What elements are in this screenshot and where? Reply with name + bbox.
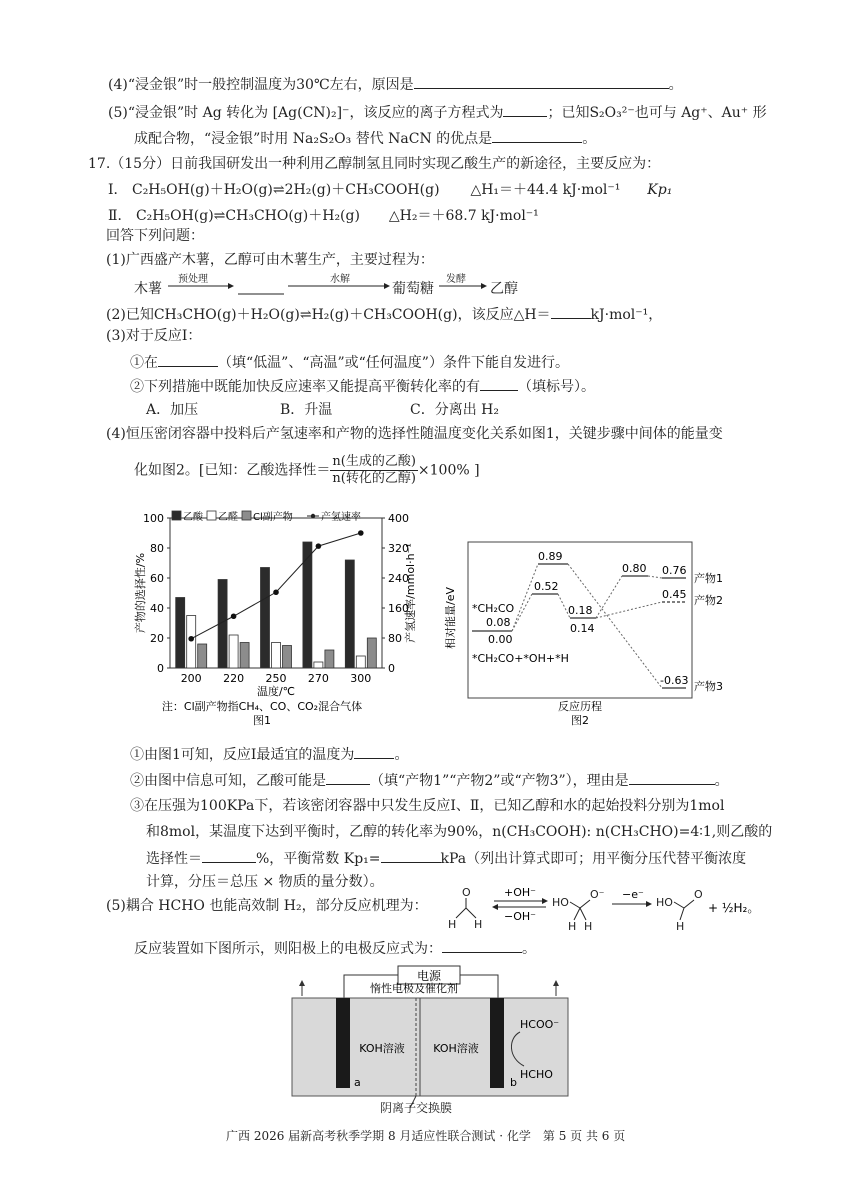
fig1-h2-rate-point xyxy=(188,636,194,642)
part5-question xyxy=(134,938,536,959)
fig1-ytick-right-label: 160 xyxy=(388,602,409,615)
fig1-xtick-label: 300 xyxy=(350,672,372,685)
fig1-ytick-label: 40 xyxy=(150,602,164,615)
fig1-ytick-label: 100 xyxy=(143,512,164,525)
q4-part3-line4: 计算，分压＝总压 × 物质的量分数）。 xyxy=(146,874,384,890)
fig2-ylabel: 相对能量/eV xyxy=(444,587,457,649)
flow-label-hydrolysis: 水解 xyxy=(330,274,350,285)
fig1-h2-rate-line xyxy=(191,533,361,639)
svg-text:H: H xyxy=(676,920,685,933)
q4-part1 xyxy=(130,744,408,765)
answer-blank[interactable] xyxy=(442,938,522,953)
answer-blank[interactable] xyxy=(326,770,370,785)
rxn1-enthalpy: △H₁＝＋44.4 kJ·mol⁻¹ xyxy=(470,182,621,198)
answer-blank[interactable] xyxy=(414,74,669,89)
fig1-bar xyxy=(176,598,185,669)
electrode-label: 惰性电极及催化剂 xyxy=(370,982,458,995)
flow-ethanol: 乙醇 xyxy=(490,281,518,297)
fig2-level-0-14: 0.14 xyxy=(570,622,595,635)
q5-prior-text1b: ；已知S₂O₃²⁻也可与 Ag⁺、Au⁺ 形 xyxy=(547,105,767,121)
fig2-xlabel: 反应历程 xyxy=(558,700,602,713)
fig2-level-0-76: 0.76 xyxy=(662,564,687,577)
fig2-level-0-08: 0.08 xyxy=(486,616,511,629)
fig1-xtick-label: 270 xyxy=(307,672,329,685)
part3-1-hint: （填“低温”、“高温”或“任何温度”）条件下能自发进行。 xyxy=(218,355,569,371)
answer-blank[interactable] xyxy=(629,770,715,785)
fig2-product-3: 产物3 xyxy=(694,680,723,693)
fig1-bar xyxy=(261,568,270,669)
rxn2-enthalpy: △H₂＝＋68.7 kJ·mol⁻¹ xyxy=(388,208,539,224)
question-17-head: 17.（15分）日前我国研发出一种利用乙醇制氢且同时实现乙酸生产的新途径，主要反应为： xyxy=(88,156,661,172)
figure-2-energy xyxy=(440,538,723,728)
fig2-level-0-18: 0.18 xyxy=(568,604,593,617)
fig1-bar xyxy=(314,662,323,668)
svg-text:H: H xyxy=(448,918,457,931)
fig1-ytick-label: 0 xyxy=(157,662,164,675)
part3-1-text: ①在 xyxy=(130,355,158,371)
answer-prompt: 回答下列问题： xyxy=(106,228,204,244)
part3: (3)对于反应Ⅰ： xyxy=(106,328,202,344)
q5-prior-text2: 成配合物，“浸金银”时用 Na₂S₂O₃ 替代 NaCN 的优点是 xyxy=(134,131,493,147)
fig1-bar xyxy=(198,644,207,668)
fig1-h2-rate-point xyxy=(273,589,279,595)
fig1-legend-label: Cl副产物 xyxy=(253,512,293,523)
q4-part2-end: 。 xyxy=(714,773,729,789)
fig1-bar xyxy=(356,656,365,668)
part4-formula xyxy=(134,454,480,487)
q4-part1-end: 。 xyxy=(394,747,409,763)
hcoo-label: HCOO⁻ xyxy=(520,1018,560,1031)
fig1-legend-swatch xyxy=(172,511,181,520)
fig1-ytick-right-label: 80 xyxy=(388,632,402,645)
rxn1-kp: Kp₁ xyxy=(647,182,673,198)
fig1-h2-rate-point xyxy=(316,543,322,549)
selectivity-fraction xyxy=(330,454,418,487)
mech-minus-e: −e⁻ xyxy=(622,888,644,901)
fig1-bar xyxy=(272,643,281,669)
fig1-legend-swatch xyxy=(207,511,216,520)
fig1-xtick-label: 250 xyxy=(265,672,287,685)
option-c: C．分离出 H₂ xyxy=(410,402,499,418)
q4-part3-unit: kPa（列出计算式即可；用平衡分压代替平衡浓度 xyxy=(440,851,747,867)
fig1-bar xyxy=(229,635,238,668)
svg-text:O⁻: O⁻ xyxy=(590,888,605,901)
right-solution: KOH溶液 xyxy=(433,1042,479,1055)
fig1-ytick-right-label: 240 xyxy=(388,572,409,585)
fig1-bar xyxy=(187,616,196,669)
part3-2-hint: （填标号）。 xyxy=(518,379,595,395)
answer-blank[interactable] xyxy=(354,744,394,759)
rxn1-label: Ⅰ． xyxy=(108,182,128,198)
fig1-xtick-label: 220 xyxy=(223,672,245,685)
q4-part3-line2: 和8mol，某温度下达到平衡时，乙醇的转化率为90%，n(CH₃COOH): n(CH₃CHO)=4∶1,则乙酸的 xyxy=(146,824,773,840)
part2-text: (2)已知CH₃CHO(g)＋H₂O(g)⇌H₂(g)＋CH₃COOH(g)，该反应△H＝ xyxy=(106,307,551,323)
fig1-h2-rate-point xyxy=(231,613,237,619)
fig2-start-label1: *CH₂CO xyxy=(472,602,515,615)
q4-part3-line3 xyxy=(146,848,746,869)
fig1-legend-label: 乙酸 xyxy=(183,512,203,523)
fig1-caption: 图1 xyxy=(253,714,271,727)
fig2-start-label2: *CH₂CO+*OH+*H xyxy=(472,652,569,665)
fig1-ytick-right-label: 320 xyxy=(388,542,409,555)
fig1-bar xyxy=(240,643,249,669)
left-solution: KOH溶液 xyxy=(359,1042,405,1055)
fig2-caption: 图2 xyxy=(571,714,589,727)
q4-part3-line1: ③在压强为100KPa下，若该密闭容器中只发生反应Ⅰ、Ⅱ，已知乙醇和水的起始投料分别为1mol xyxy=(130,798,725,814)
fig2-level-0-52: 0.52 xyxy=(534,580,559,593)
q4-part3-kp: %，平衡常数 Kp₁= xyxy=(256,851,381,867)
mechanism-scheme xyxy=(440,882,760,933)
electrode-b xyxy=(490,998,504,1088)
answer-blank[interactable] xyxy=(202,848,256,863)
svg-text:HO: HO xyxy=(656,896,673,909)
fig1-h2-rate-point xyxy=(358,530,364,536)
mech-plus-oh: +OH⁻ xyxy=(504,886,536,899)
answer-blank[interactable] xyxy=(551,304,591,319)
reaction-1 xyxy=(108,180,672,200)
mech-h2: + ½H₂。 xyxy=(708,901,760,915)
fig2-product-1: 产物1 xyxy=(694,572,723,585)
electrode-b-label: b xyxy=(510,1076,517,1089)
q4-prior-line: (4)“浸金银”时一般控制温度为30℃左右，原因是 。 xyxy=(108,74,683,95)
svg-text:O: O xyxy=(694,888,703,901)
fig2-level-0-80: 0.80 xyxy=(622,562,647,575)
cell-tank xyxy=(292,998,568,1096)
fig1-ytick-right-label: 0 xyxy=(388,662,395,675)
page-footer: 广西 2026 届新高考秋季学期 8 月适应性联合测试 · 化学 第 5 页 共 6 页 xyxy=(226,1129,626,1143)
selectivity-text: 化如图2。[已知：乙酸选择性＝ xyxy=(134,462,331,479)
q4-part2-text: ②由图中信息可知，乙酸可能是 xyxy=(130,773,326,789)
fig2-level-0-00: 0.00 xyxy=(488,633,513,646)
electrode-a-label: a xyxy=(354,1076,361,1089)
q5-prior-line2: 成配合物，“浸金银”时用 Na₂S₂O₃ 替代 NaCN 的优点是 。 xyxy=(134,128,596,149)
flow-label-ferment: 发酵 xyxy=(446,274,466,285)
fig1-ylabel-right: 产氢速率/mmol·h⁻¹ xyxy=(404,543,417,643)
fig1-bar xyxy=(283,646,292,669)
reaction-2 xyxy=(108,206,539,226)
q4-part1-text: ①由图1可知，反应Ⅰ最适宜的温度为 xyxy=(130,747,355,763)
answer-blank[interactable] xyxy=(492,128,582,143)
process-flow xyxy=(134,272,554,300)
fig1-ytick-label: 80 xyxy=(150,542,164,555)
flow-label-pretreat: 预处理 xyxy=(178,274,208,285)
part5-end: 。 xyxy=(522,941,536,957)
svg-text:H: H xyxy=(584,920,593,933)
fig1-xtick-label: 200 xyxy=(180,672,202,685)
fig2-level-0-45: 0.45 xyxy=(662,588,687,601)
fig1-ytick-label: 20 xyxy=(150,632,164,645)
flow-cassava: 木薯 xyxy=(134,281,162,297)
selectivity-tail: ×100% ] xyxy=(417,462,480,479)
fig2-level-neg-0-63: -0.63 xyxy=(660,674,689,687)
part3-1 xyxy=(130,352,569,373)
mech-minus-oh: −OH⁻ xyxy=(504,910,536,923)
part2-unit: kJ·mol⁻¹， xyxy=(590,307,663,323)
figure-1-chart xyxy=(130,508,430,728)
fig1-legend-swatch xyxy=(242,511,251,520)
q4-part2-hint: （填“产物1”“产物2”或“产物3”），理由是 xyxy=(370,773,629,789)
answer-blank[interactable] xyxy=(381,848,441,863)
fig1-bar xyxy=(367,638,376,668)
fig1-legend-label: 产氢速率 xyxy=(321,512,361,523)
power-label: 电源 xyxy=(416,969,442,983)
fig1-bar xyxy=(325,650,334,668)
answer-blank[interactable] xyxy=(480,376,518,391)
svg-text:H: H xyxy=(568,920,577,933)
part5: (5)耦合 HCHO 也能高效制 H₂，部分反应机理为： xyxy=(106,898,428,914)
flow-glucose: 葡萄糖 xyxy=(392,281,434,297)
svg-text:O: O xyxy=(462,886,471,899)
electrolysis-cell xyxy=(288,966,578,1116)
fraction-denominator: n(转化的乙醇) xyxy=(332,471,416,486)
fig1-note: 注：Cl副产物指CH₄、CO、CO₂混合气体 xyxy=(161,700,363,713)
part1: (1)广西盛产木薯，乙醇可由木薯生产，主要过程为： xyxy=(106,252,434,268)
q4-part2 xyxy=(130,770,729,791)
membrane-label: 阴离子交换膜 xyxy=(380,1101,453,1115)
option-a: A．加压 xyxy=(146,402,199,418)
rxn1-equation: C₂H₅OH(g)＋H₂O(g)⇌2H₂(g)＋CH₃COOH(g) xyxy=(131,182,440,198)
fig2-product-2: 产物2 xyxy=(694,594,723,607)
hcho-label: HCHO xyxy=(520,1068,553,1081)
q5-prior-line1 xyxy=(108,102,767,123)
electrode-a xyxy=(336,998,350,1088)
option-b: B．升温 xyxy=(280,402,333,418)
fig1-ytick-label: 60 xyxy=(150,572,164,585)
part2 xyxy=(106,304,662,325)
q4-part3-sel: 选择性＝ xyxy=(146,851,202,867)
svg-text:HO: HO xyxy=(552,896,569,909)
answer-blank[interactable] xyxy=(503,102,547,117)
q4-prior-text: (4)“浸金银”时一般控制温度为30℃左右，原因是 xyxy=(108,77,414,93)
fig1-legend-marker xyxy=(311,514,315,518)
fig1-ylabel: 产物的选择性/% xyxy=(134,552,147,634)
fig1-xlabel: 温度/℃ xyxy=(256,685,296,698)
fig1-ytick-right-label: 400 xyxy=(388,512,409,525)
fraction-numerator: n(生成的乙酸) xyxy=(332,454,416,469)
fig2-level-0-89: 0.89 xyxy=(538,550,563,563)
part3-2 xyxy=(130,376,595,397)
fig1-legend-label: 乙醛 xyxy=(218,512,238,523)
fig1-bar xyxy=(345,560,354,668)
svg-text:H: H xyxy=(474,918,483,931)
q5-prior-text1: (5)“浸金银”时 Ag 转化为 [Ag(CN)₂]⁻，该反应的离子方程式为 xyxy=(108,105,504,121)
part5-text: 反应装置如下图所示，则阳极上的电极反应式为： xyxy=(134,941,442,957)
answer-blank[interactable] xyxy=(158,352,218,367)
rxn2-equation: C₂H₅OH(g)⇌CH₃CHO(g)＋H₂(g) xyxy=(135,208,360,224)
part4-head: (4)恒压密闭容器中投料后产氢速率和产物的选择性随温度变化关系如图1，关键步骤中间体的能量变 xyxy=(106,426,723,442)
rxn2-label: Ⅱ． xyxy=(108,208,132,224)
part3-2-text: ②下列措施中既能加快反应速率又能提高平衡转化率的有 xyxy=(130,379,480,395)
